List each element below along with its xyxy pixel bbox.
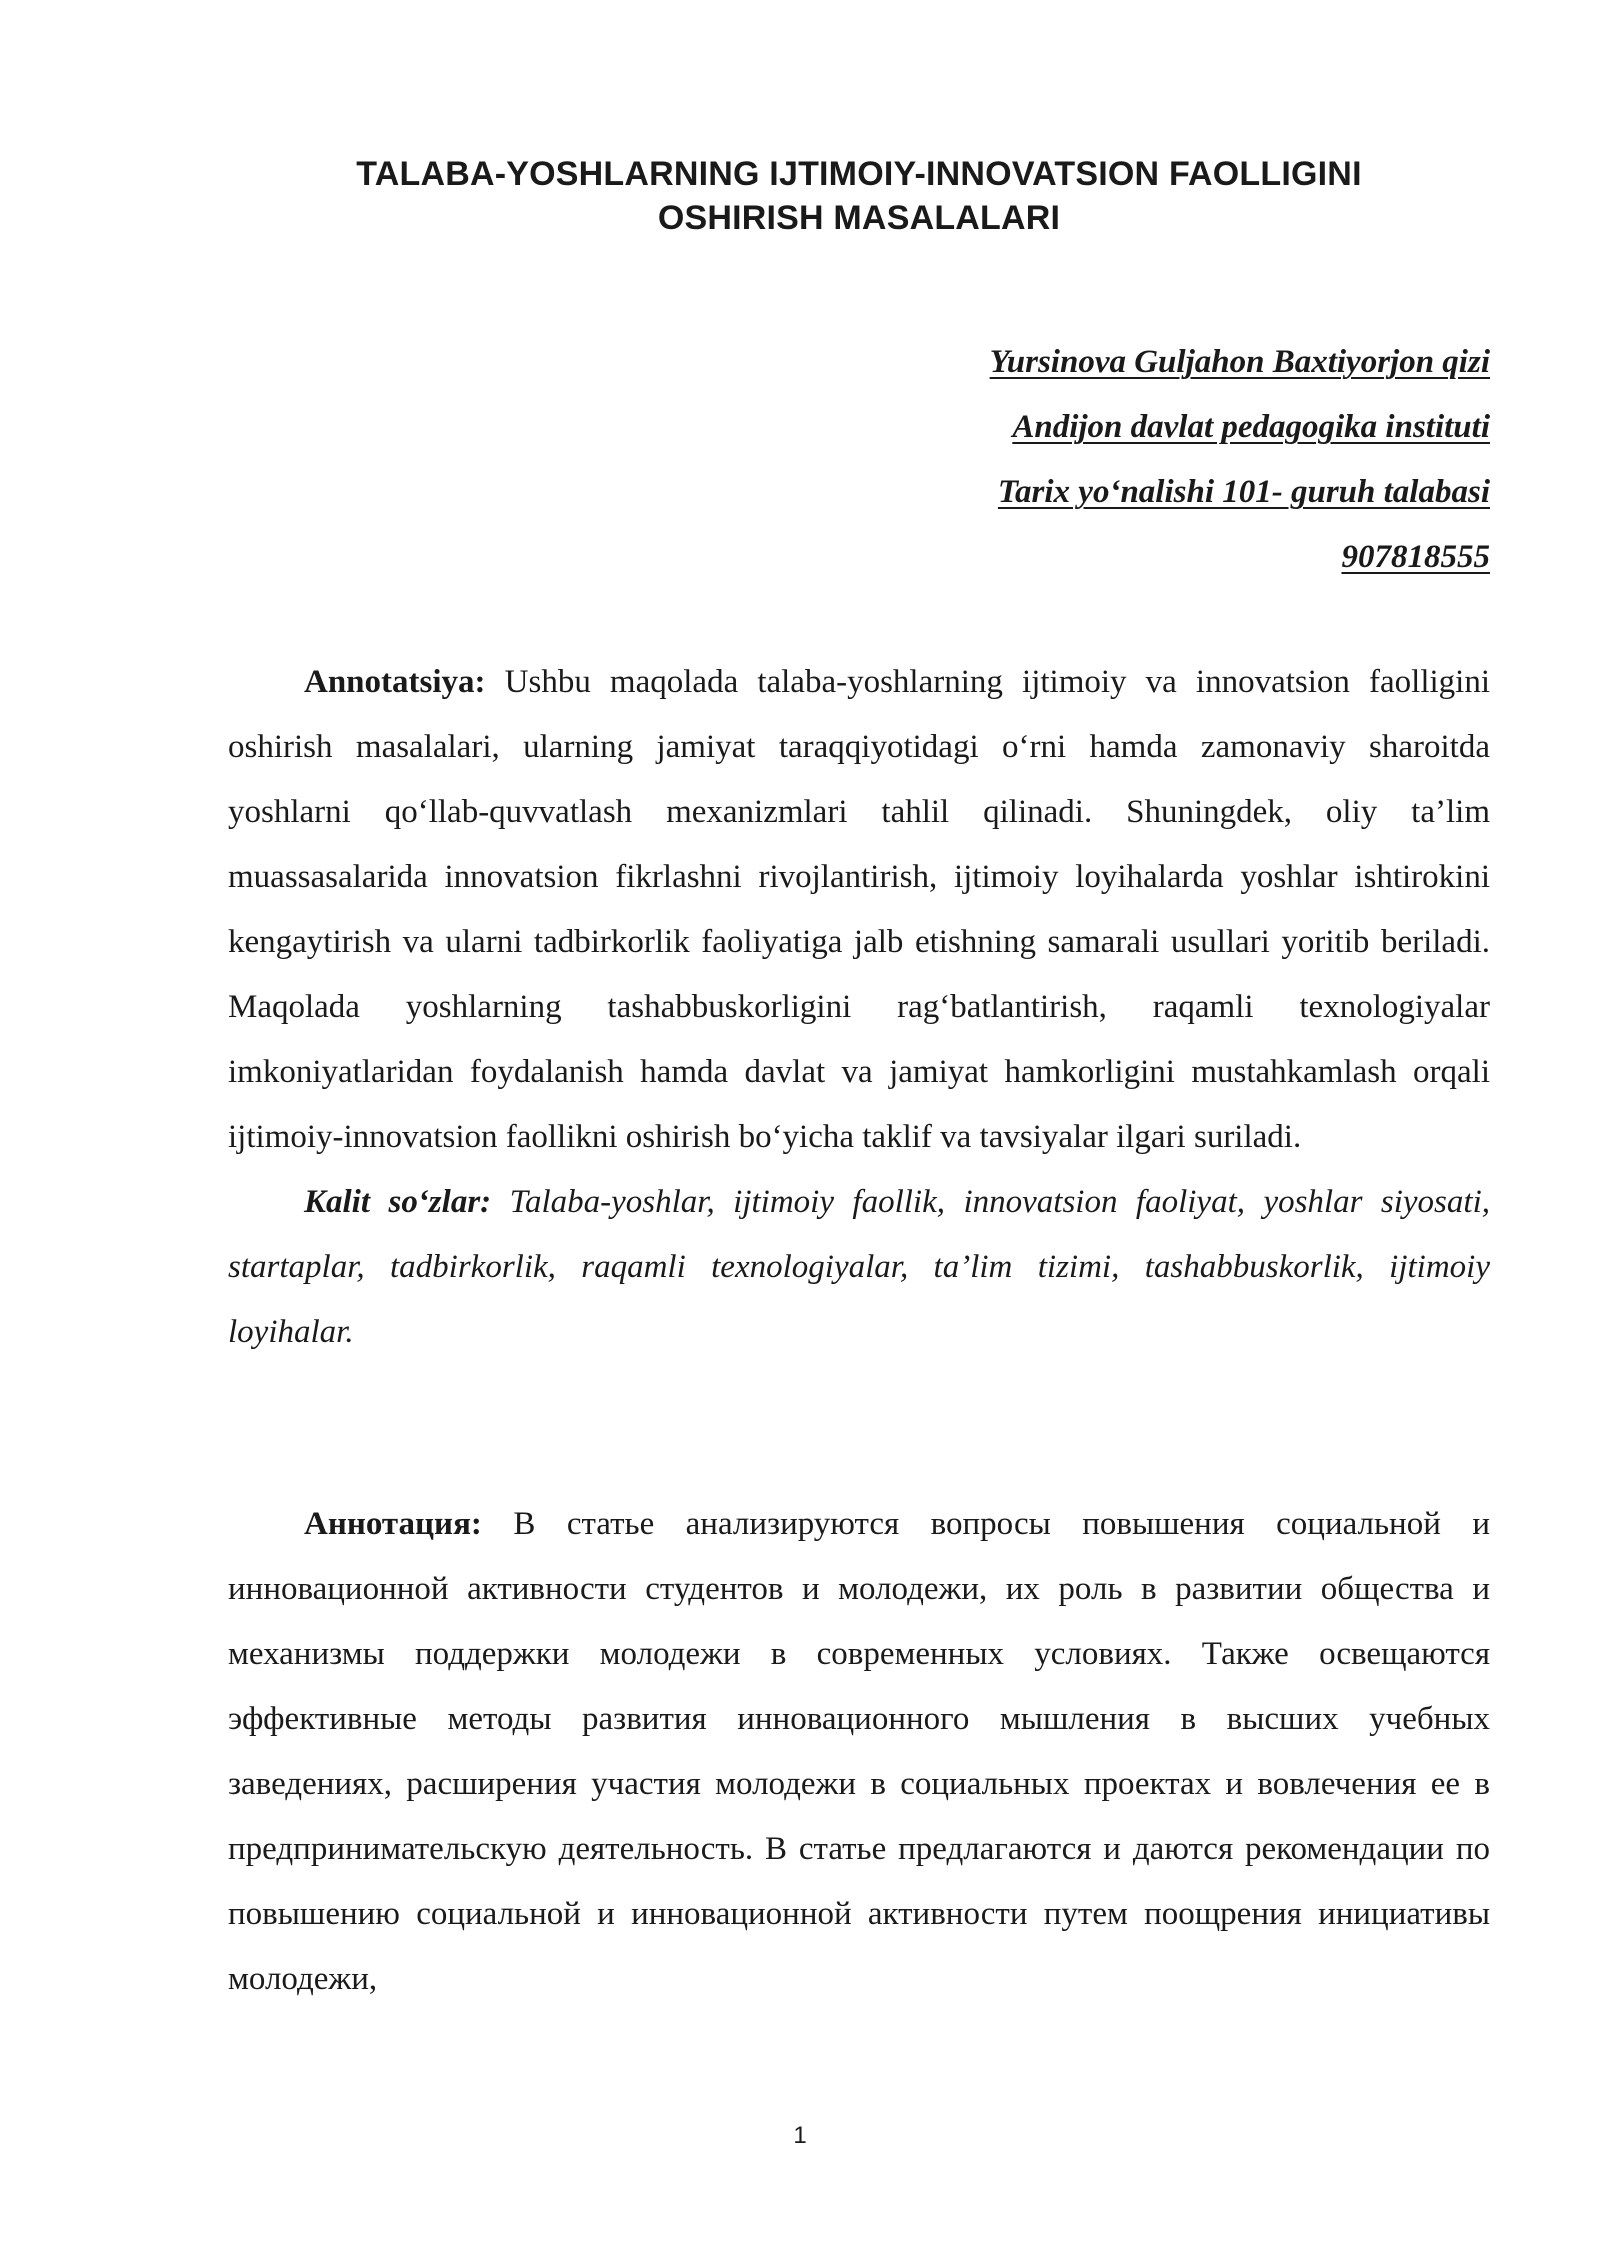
page-number: 1 <box>793 2122 807 2149</box>
annotation-ru <box>228 1492 1490 2012</box>
annotation-uz <box>228 650 1490 1170</box>
author-group: Tarix yo‘nalishi 101- guruh talabasi <box>997 474 1490 510</box>
annotation-ru-label: Аннотация: <box>304 1506 482 1542</box>
keywords-uz-label: Kalit so‘zlar: <box>304 1184 492 1220</box>
russian-abstract-section <box>228 1492 1490 2012</box>
title-line-1: TALABA-YOSHLARNING IJTIMOIY-INNOVATSION FAOLLIGINI <box>356 155 1362 193</box>
uzbek-abstract-section <box>228 650 1490 1365</box>
annotation-uz-label: Annotatsiya: <box>304 664 486 700</box>
author-block <box>228 330 1490 590</box>
title-line-2: OSHIRISH MASALALARI <box>657 199 1061 237</box>
keywords-uz <box>228 1170 1490 1365</box>
author-name: Yursinova Guljahon Baxtiyorjon qizi <box>989 344 1490 380</box>
annotation-ru-text: В статье анализируются вопросы повышения социальной и инновационной активности студентов и молодежи, их роль в развитии общества и механизмы поддержки молодежи в современных условиях. Также освещаются эффективные методы развития инновационного мышления в высших учебных заведениях, расширения участия молодежи в социальных проектах и вовлечения ее в предпринимательскую деятельность. В статье предлагаются и даются рекомендации по повышению социальной и инновационной активности путем поощрения инициативы молодежи, <box>228 1506 1490 1997</box>
keywords-uz-text: Talaba-yoshlar, ijtimoiy faollik, innovatsion faoliyat, yoshlar siyosati, startaplar, tadbirkorlik, raqamli texnologiyalar, ta’lim tizimi, tashabbuskorlik, ijtimoiy loyihalar. <box>228 1184 1490 1350</box>
paper-title <box>228 152 1490 240</box>
annotation-uz-text: Ushbu maqolada talaba-yoshlarning ijtimoiy va innovatsion faolligini oshirish masalalari, ularning jamiyat taraqqiyotidagi o‘rni hamda zamonaviy sharoitda yoshlarni qo‘llab-quvvatlash mexanizmlari tahlil qilinadi. Shuningdek, oliy ta’lim muassasalarida innovatsion fikrlashni rivojlantirish, ijtimoiy loyihalarda yoshlar ishtirokini kengaytirish va ularni tadbirkorlik faoliyatiga jalb etishning samarali usullari yoritib beriladi. Maqolada yoshlarning tashabbuskorligini rag‘batlantirish, raqamli texnologiyalar imkoniyatlaridan foydalanish hamda davlat va jamiyat hamkorligini mustahkamlash orqali ijtimoiy-innovatsion faollikni oshirish bo‘yicha taklif va tavsiyalar ilgari suriladi. <box>228 664 1490 1155</box>
author-institution: Andijon davlat pedagogika instituti <box>1012 409 1490 445</box>
author-phone: 907818555 <box>1341 539 1490 575</box>
